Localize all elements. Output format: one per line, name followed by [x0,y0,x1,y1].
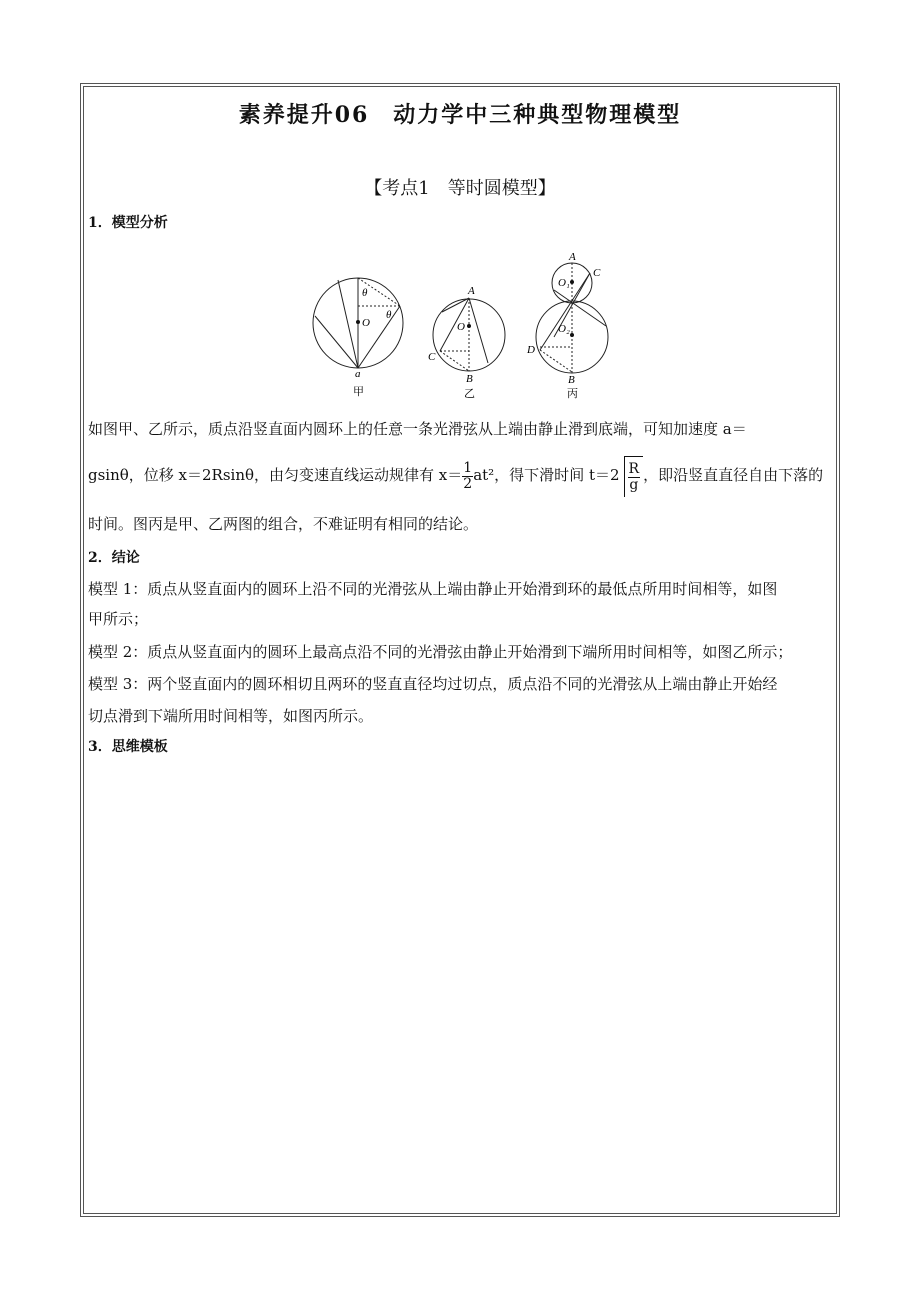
label-yi: 乙 [464,388,475,400]
heading-thinking-template: 3．思维模板 [88,739,168,755]
equal-time-circle-diagram [300,240,620,400]
page-title: 素养提升06 动力学中三种典型物理模型 [238,102,682,128]
label-O1: O₁ [558,277,570,289]
heading-conclusion: 2．结论 [88,550,140,566]
conclusion-line: 模型 1：质点从竖直面内的圆环上沿不同的光滑弦从上端由静止开始滑到环的最低点所用时间相等，如图 [88,580,778,598]
numerator: R [628,461,640,477]
conclusion-line: 模型 2：质点从竖直面内的圆环上最高点沿不同的光滑弦由静止开始滑到下端所用时间相等，如图乙所示； [88,643,793,661]
text: at²，得下滑时间 t＝2 [473,466,620,484]
conclusion-line: 甲所示； [88,610,149,628]
numerator: 1 [463,459,473,476]
paragraph-line: 时间。图丙是甲、乙两图的组合，不难证明有相同的结论。 [88,515,479,533]
label-B: B [466,373,473,385]
label-B: B [568,374,575,386]
label-O: O [362,317,370,329]
label-theta: θ [386,309,392,321]
label-C: C [593,267,601,279]
label-D: D [527,344,535,356]
label-O2: O₂ [558,323,570,335]
square-root [624,456,644,497]
conclusion-line: 切点滑到下端所用时间相等，如图丙所示。 [88,707,374,725]
fraction [462,461,473,492]
label-O: O [457,321,465,333]
text: ，即沿竖直直径自由下落的 [643,466,824,484]
label-a: a [355,368,361,380]
denominator: 2 [463,475,473,492]
label-jia: 甲 [353,386,364,398]
heading-model-analysis: 1．模型分析 [88,215,168,231]
label-theta: θ [362,287,368,299]
paragraph-line: 如图甲、乙所示，质点沿竖直面内圆环上的任意一条光滑弦从上端由静止滑到底端，可知加速度 a＝ [88,420,747,438]
label-A: A [569,251,576,263]
label-bing: 丙 [567,388,578,400]
denominator: g [629,477,639,493]
label-C: C [428,351,436,363]
text: gsinθ，位移 x＝2Rsinθ，由匀变速直线运动规律有 x＝ [88,466,463,484]
paragraph-formula-line [88,455,823,497]
conclusion-line: 模型 3：两个竖直面内的圆环相切且两环的竖直直径均过切点，质点沿不同的光滑弦从上端由静止开始经 [88,675,778,693]
label-A: A [468,285,475,297]
section-subtitle: 【考点1 等时圆模型】 [364,178,556,199]
